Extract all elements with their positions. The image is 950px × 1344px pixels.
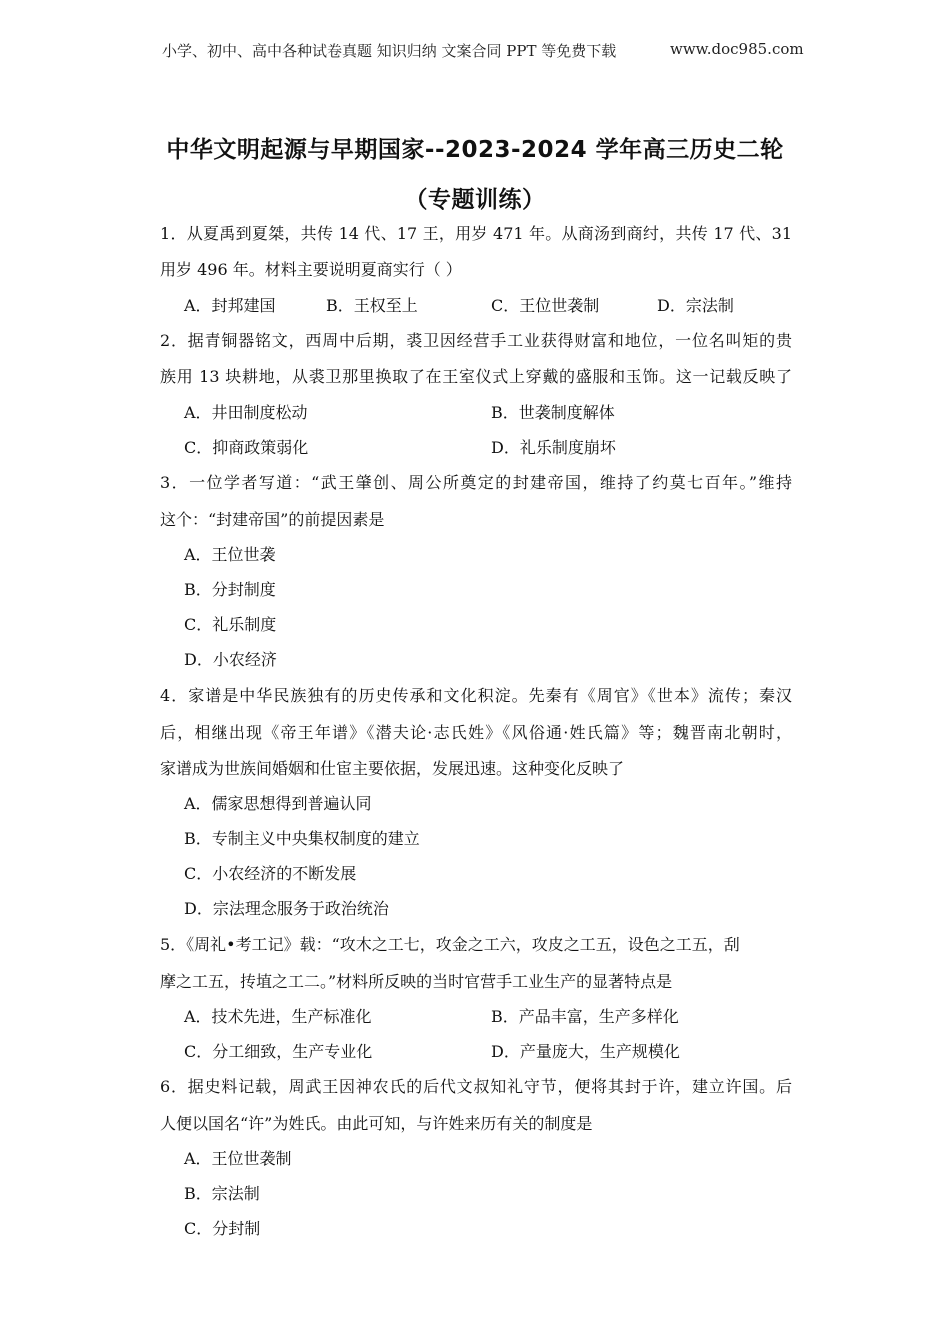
question-3-option-d: D．小农经济	[184, 650, 277, 669]
question-6-line-2: 人便以国名“许”为姓氏。由此可知，与许姓来历有关的制度是	[160, 1114, 593, 1133]
header-slogan: 小学、初中、高中各种试卷真题 知识归纳 文案合同 PPT 等免费下载	[162, 42, 617, 60]
document-subtitle: （专题训练）	[404, 187, 546, 213]
question-3-line-2: 这个：“封建帝国”的前提因素是	[160, 510, 385, 529]
question-5-line-1: 5．《周礼•考工记》载：“攻木之工七，攻金之工六，攻皮之工五，设色之工五，刮	[160, 935, 740, 954]
question-4-option-c: C．小农经济的不断发展	[184, 864, 357, 883]
question-1-option-d: D．宗法制	[657, 296, 734, 315]
question-6-option-c: C．分封制	[184, 1219, 261, 1238]
question-3-line-1: 3．一位学者写道：“武王肇创、周公所奠定的封建帝国，维持了约莫七百年。”维持	[160, 473, 792, 492]
question-5-option-b: B．产品丰富，生产多样化	[491, 1007, 679, 1026]
question-1-line-1: 1．从夏禹到夏桀，共传 14 代、17 王，用岁 471 年。从商汤到商纣，共传 17 代、31	[160, 224, 792, 243]
question-2-line-2: 族用 13 块耕地，从裘卫那里换取了在王室仪式上穿戴的盛服和玉饰。这一记载反映了	[160, 367, 792, 386]
question-3-option-a: A．王位世袭	[184, 545, 276, 564]
question-6-line-1: 6．据史料记载，周武王因神农氏的后代文叔知礼守节，便将其封于许，建立许国。后	[160, 1077, 792, 1096]
question-5-option-c: C．分工细致，生产专业化	[184, 1042, 373, 1061]
question-6-option-a: A．王位世袭制	[184, 1149, 292, 1168]
page-header	[0, 40, 950, 64]
question-2-line-1: 2．据青铜器铭文，西周中后期，裘卫因经营手工业获得财富和地位，一位名叫矩的贵	[160, 331, 792, 350]
question-1-option-a: A．封邦建国	[184, 296, 276, 315]
question-4-option-d: D．宗法理念服务于政治统治	[184, 899, 389, 918]
question-4-option-b: B．专制主义中央集权制度的建立	[184, 829, 420, 848]
question-5-line-2: 摩之工五，抟埴之工二。”材料所反映的当时官营手工业生产的显著特点是	[160, 972, 673, 991]
question-2-option-d: D．礼乐制度崩坏	[491, 438, 616, 457]
question-1-line-2: 用岁 496 年。材料主要说明夏商实行（ ）	[160, 260, 462, 279]
question-5-option-a: A．技术先进，生产标准化	[184, 1007, 372, 1026]
question-1-option-c: C．王位世袭制	[491, 296, 600, 315]
question-3-option-b: B．分封制度	[184, 580, 276, 599]
question-4-line-2: 后，相继出现《帝王年谱》《潜夫论·志氏姓》《风俗通·姓氏篇》等；魏晋南北朝时，	[160, 723, 792, 742]
question-1-option-b: B．王权至上	[326, 296, 418, 315]
question-3-option-c: C．礼乐制度	[184, 615, 277, 634]
question-2-option-b: B．世袭制度解体	[491, 403, 615, 422]
question-4-option-a: A．儒家思想得到普遍认同	[184, 794, 372, 813]
question-2-option-c: C．抑商政策弱化	[184, 438, 309, 457]
question-4-line-1: 4．家谱是中华民族独有的历史传承和文化积淀。先秦有《周官》《世本》流传；秦汉	[160, 686, 792, 705]
document-title: 中华文明起源与早期国家--2023-2024 学年高三历史二轮	[166, 137, 784, 163]
header-url[interactable]: www.doc985.com	[670, 40, 804, 58]
question-5-option-d: D．产量庞大，生产规模化	[491, 1042, 680, 1061]
question-2-option-a: A．井田制度松动	[184, 403, 308, 422]
question-6-option-b: B．宗法制	[184, 1184, 260, 1203]
question-4-line-3: 家谱成为世族间婚姻和仕宦主要依据，发展迅速。这种变化反映了	[160, 759, 625, 778]
